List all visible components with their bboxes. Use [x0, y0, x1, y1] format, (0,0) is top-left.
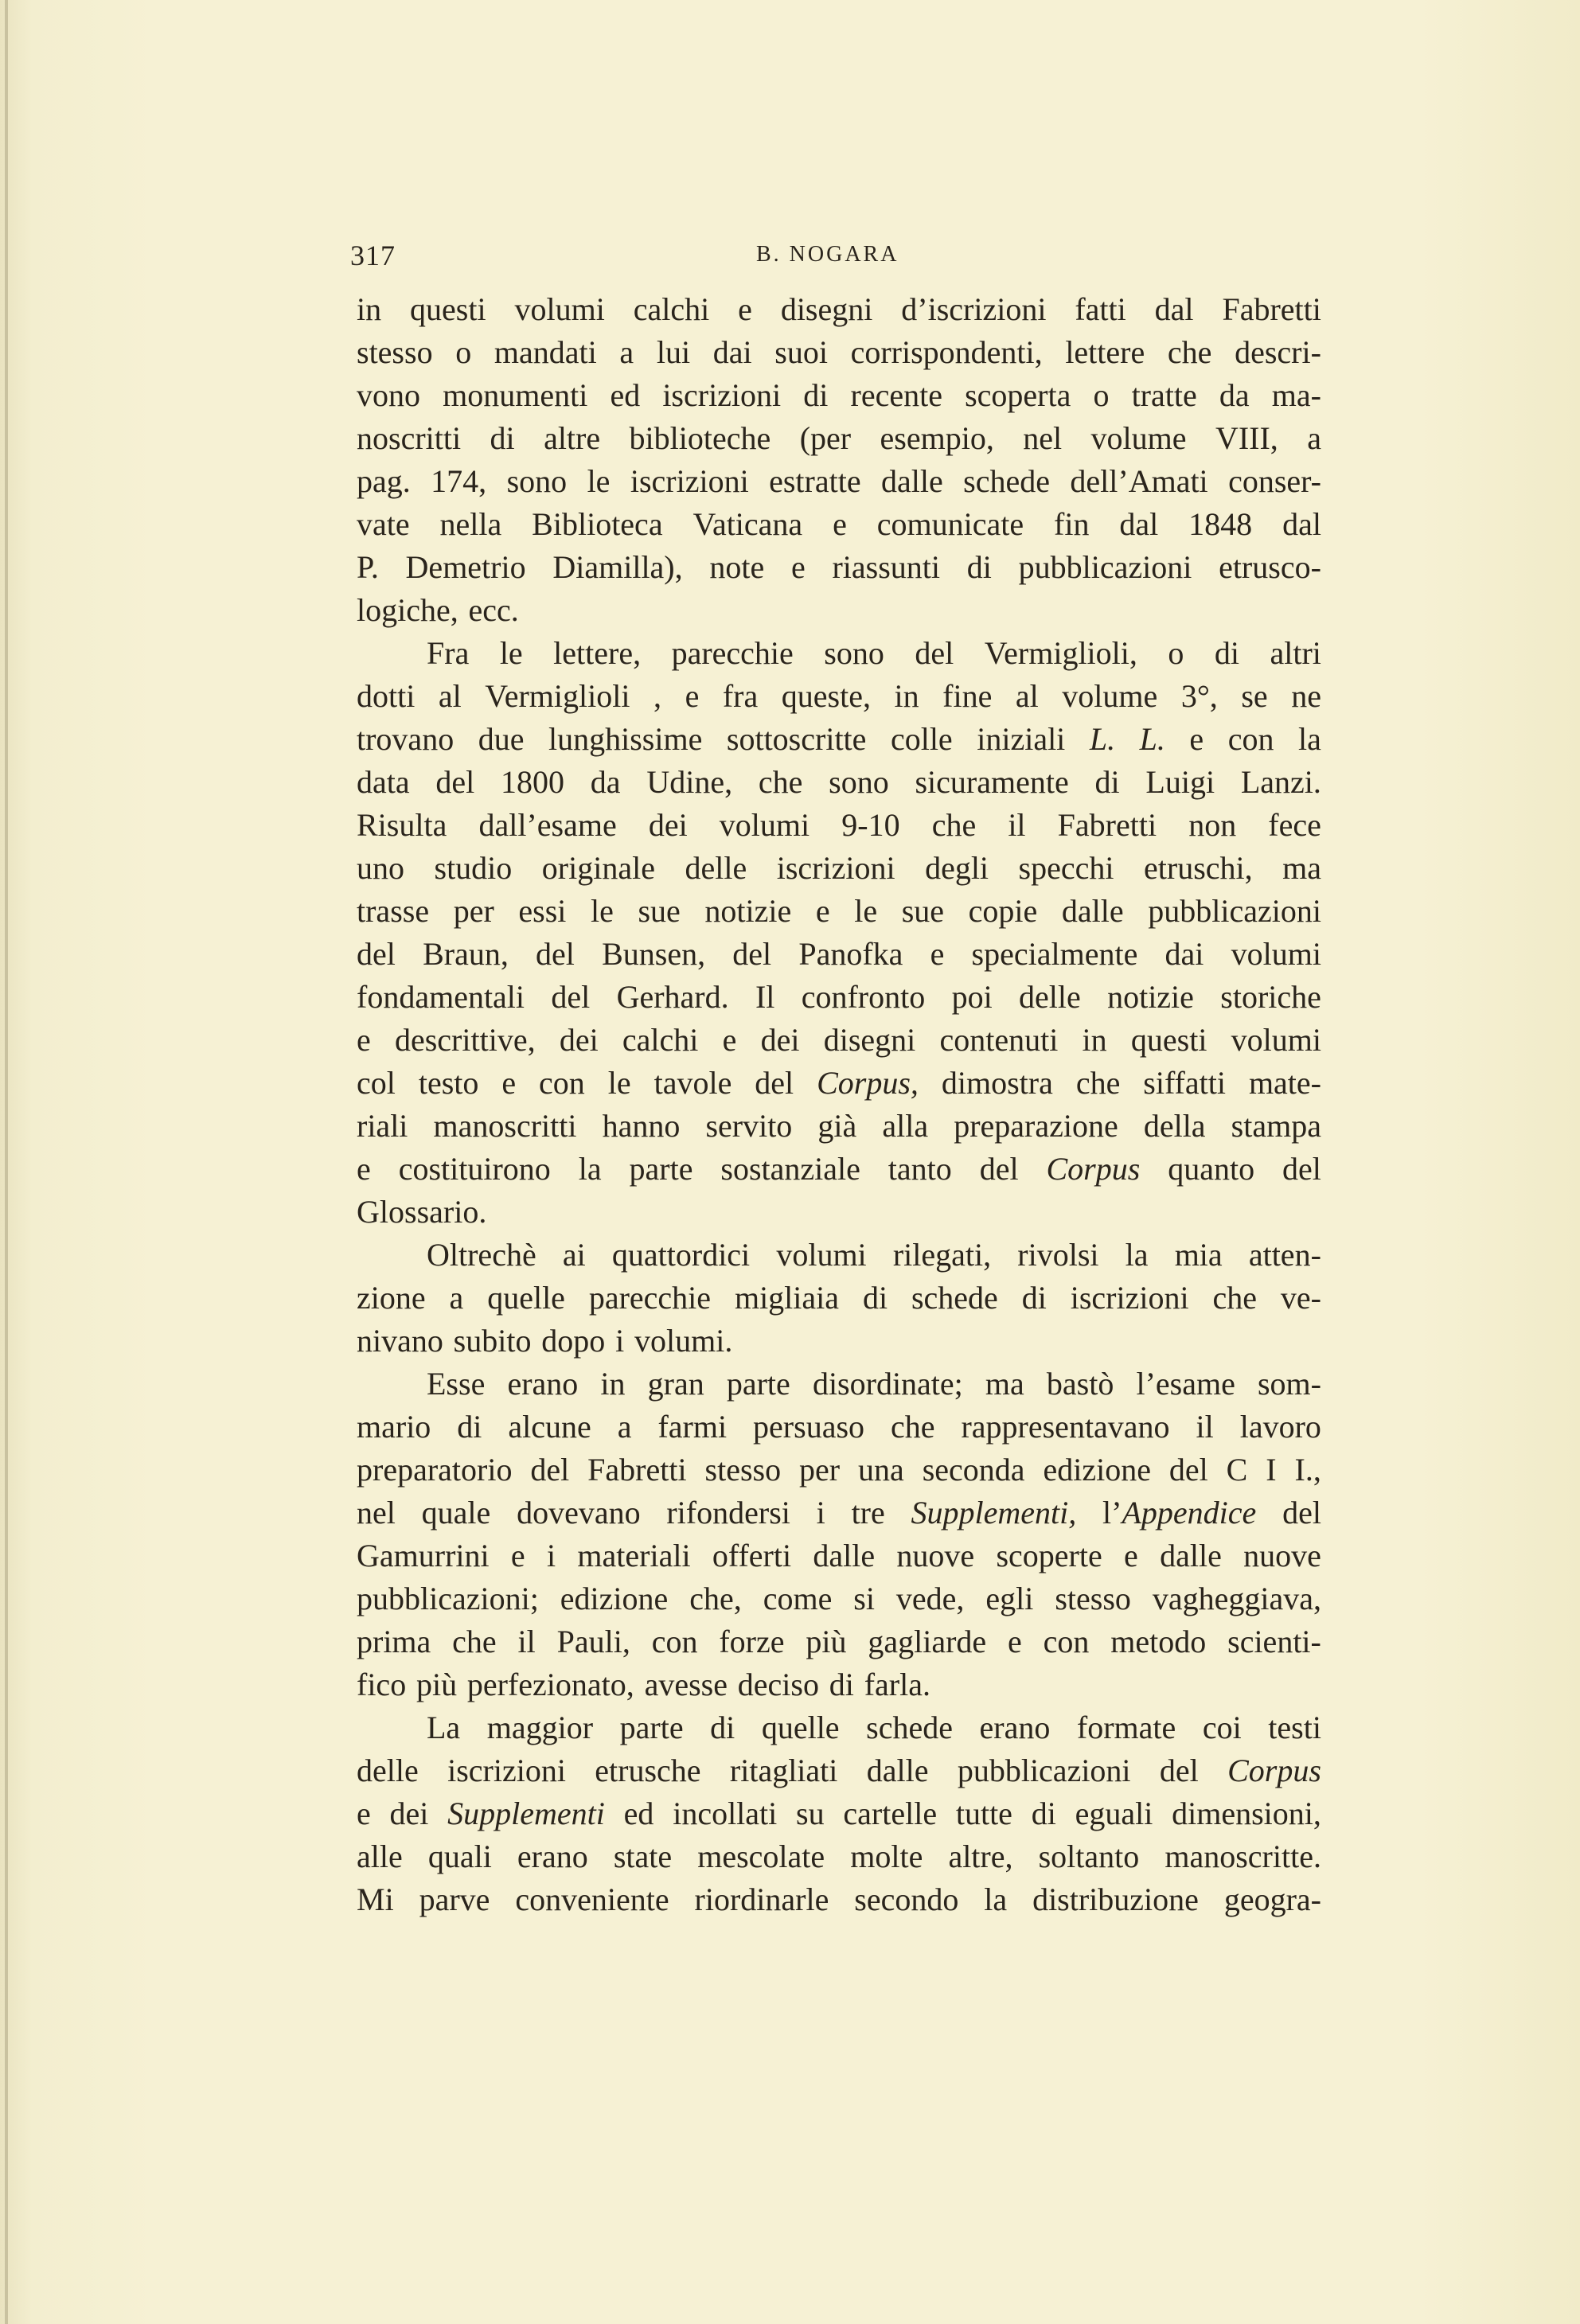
- text-line: trovano due lunghissime sottoscritte colle iniziali L. L. e con la: [357, 721, 1321, 757]
- page-edge: [5, 0, 8, 2324]
- text-line: zione a quelle parecchie migliaia di schede di iscrizioni che ve-: [357, 1280, 1321, 1316]
- text-line: delle iscrizioni etrusche ritagliati dalle pubblicazioni del Corpus: [357, 1753, 1321, 1788]
- text-line: pubblicazioni; edizione che, come si vede, egli stesso vagheggiava,: [357, 1581, 1321, 1616]
- text-line: Glossario.: [357, 1194, 487, 1230]
- text-line: e dei Supplementi ed incollati su cartelle tutte di eguali dimensioni,: [357, 1796, 1321, 1831]
- text-line: del Braun, del Bunsen, del Panofka e specialmente dai volumi: [357, 936, 1321, 972]
- running-head: B. NOGARA: [756, 242, 899, 267]
- text-line: uno studio originale delle iscrizioni degli specchi etruschi, ma: [357, 850, 1321, 886]
- text-line: preparatorio del Fabretti stesso per una seconda edizione del C I I.,: [357, 1452, 1321, 1488]
- text-line: in questi volumi calchi e disegni d’iscrizioni fatti dal Fabretti: [357, 291, 1321, 327]
- page-header: [350, 239, 1329, 279]
- text-line: nivano subito dopo i volumi.: [357, 1323, 733, 1359]
- text-line: logiche, ecc.: [357, 592, 519, 628]
- text-line: fondamentali del Gerhard. Il confronto poi delle notizie storiche: [357, 979, 1321, 1015]
- text-line: Gamurrini e i materiali offerti dalle nuove scoperte e dalle nuove: [357, 1538, 1321, 1573]
- page-number: 317: [350, 240, 396, 271]
- text-line: fico più perfezionato, avesse deciso di farla.: [357, 1667, 930, 1702]
- text-line: Risulta dall’esame dei volumi 9-10 che il Fabretti non fece: [357, 807, 1321, 843]
- text-line: Oltrechè ai quattordici volumi rilegati, rivolsi la mia atten-: [427, 1237, 1321, 1273]
- text-line: Mi parve conveniente riordinarle secondo la distribuzione geogra-: [357, 1881, 1321, 1917]
- text-line: Fra le lettere, parecchie sono del Vermiglioli, o di altri: [427, 635, 1321, 671]
- body-text: [357, 288, 1321, 1921]
- text-line: vate nella Biblioteca Vaticana e comunicate fin dal 1848 dal: [357, 506, 1321, 542]
- text-line: stesso o mandati a lui dai suoi corrispondenti, lettere che descri-: [357, 334, 1321, 370]
- text-line: data del 1800 da Udine, che sono sicuramente di Luigi Lanzi.: [357, 764, 1321, 800]
- text-line: Esse erano in gran parte disordinate; ma bastò l’esame som-: [427, 1366, 1321, 1402]
- text-line: mario di alcune a farmi persuaso che rappresentavano il lavoro: [357, 1409, 1321, 1445]
- text-line: dotti al Vermiglioli , e fra queste, in fine al volume 3°, se ne: [357, 678, 1321, 714]
- text-line: pag. 174, sono le iscrizioni estratte dalle schede dell’Amati conser-: [357, 463, 1321, 499]
- text-line: e costituirono la parte sostanziale tanto del Corpus quanto del: [357, 1151, 1321, 1187]
- text-line: La maggior parte di quelle schede erano formate coi testi: [427, 1710, 1321, 1745]
- text-line: alle quali erano state mescolate molte altre, soltanto manoscritte.: [357, 1839, 1321, 1874]
- text-line: nel quale dovevano rifondersi i tre Supplementi, l’Appendice del: [357, 1495, 1321, 1530]
- text-line: vono monumenti ed iscrizioni di recente scoperta o tratte da ma-: [357, 377, 1321, 413]
- text-line: riali manoscritti hanno servito già alla preparazione della stampa: [357, 1108, 1321, 1144]
- text-line: trasse per essi le sue notizie e le sue copie dalle pubblicazioni: [357, 893, 1321, 929]
- text-line: col testo e con le tavole del Corpus, dimostra che siffatti mate-: [357, 1065, 1321, 1101]
- text-line: noscritti di altre biblioteche (per esempio, nel volume VIII, a: [357, 420, 1321, 456]
- text-line: prima che il Pauli, con forze più gagliarde e con metodo scienti-: [357, 1624, 1321, 1659]
- text-line: e descrittive, dei calchi e dei disegni contenuti in questi volumi: [357, 1022, 1321, 1058]
- text-line: P. Demetrio Diamilla), note e riassunti di pubblicazioni etrusco-: [357, 549, 1321, 585]
